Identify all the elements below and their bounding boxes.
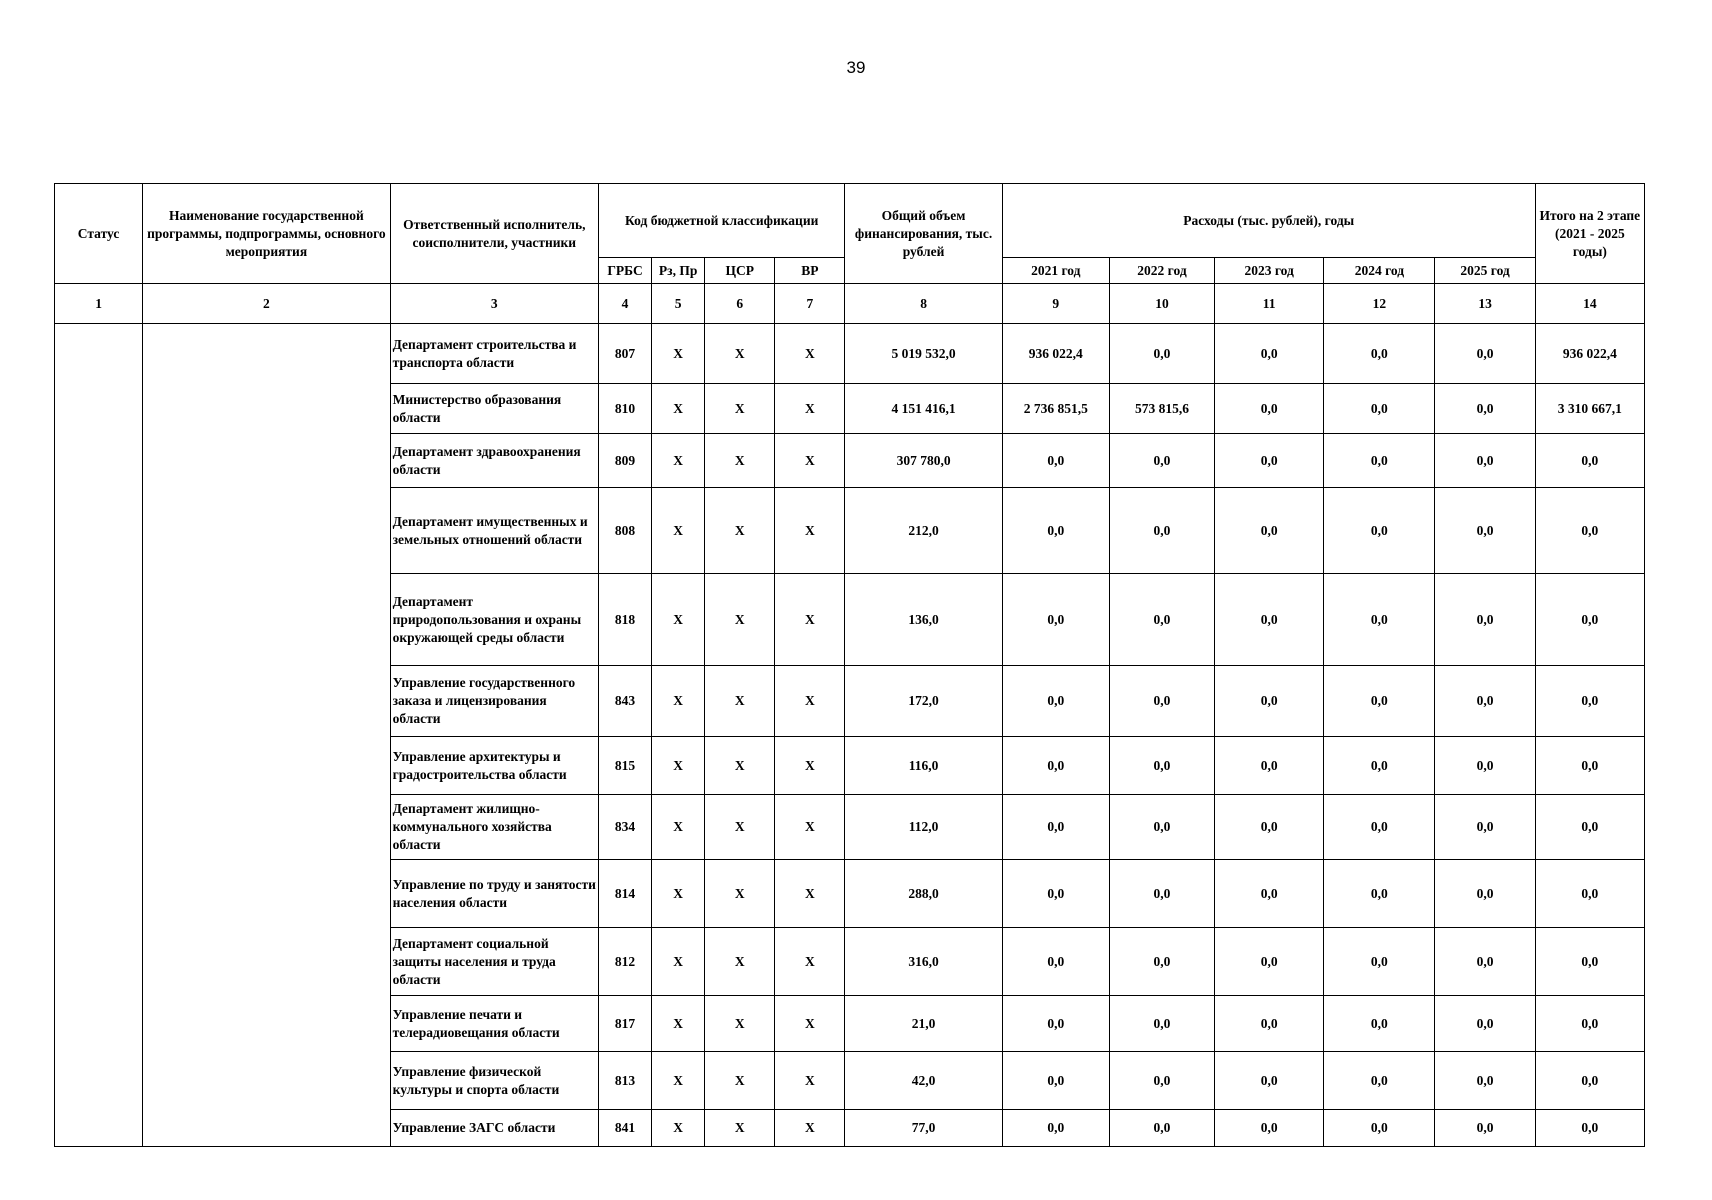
column-number: 12 <box>1324 284 1435 324</box>
page-number: 39 <box>846 58 866 77</box>
header-status: Статус <box>55 184 143 284</box>
column-number: 6 <box>705 284 775 324</box>
column-number: 9 <box>1002 284 1109 324</box>
y2022-cell: 0,0 <box>1109 795 1214 860</box>
y2023-cell: 0,0 <box>1215 574 1324 666</box>
executor-cell: Департамент природопользования и охраны окружающей среды области <box>390 574 598 666</box>
vr-cell: Х <box>775 574 845 666</box>
rzpr-cell: Х <box>652 928 705 996</box>
y2023-cell: 0,0 <box>1215 737 1324 795</box>
y2023-cell: 0,0 <box>1215 1052 1324 1110</box>
total-cell: 212,0 <box>845 488 1002 574</box>
y2023-cell: 0,0 <box>1215 666 1324 737</box>
y2025-cell: 0,0 <box>1435 1110 1535 1147</box>
y2024-cell: 0,0 <box>1324 1052 1435 1110</box>
rzpr-cell: Х <box>652 996 705 1052</box>
y2025-cell: 0,0 <box>1435 488 1535 574</box>
executor-cell: Управление ЗАГС области <box>390 1110 598 1147</box>
vr-cell: Х <box>775 737 845 795</box>
y2022-cell: 0,0 <box>1109 488 1214 574</box>
grbs-cell: 843 <box>598 666 651 737</box>
vr-cell: Х <box>775 996 845 1052</box>
executor-cell: Департамент социальной защиты населения и труда области <box>390 928 598 996</box>
csr-cell: Х <box>705 488 775 574</box>
header-code-group: Код бюджетной классификации <box>598 184 844 258</box>
y2024-cell: 0,0 <box>1324 795 1435 860</box>
y2021-cell: 0,0 <box>1002 737 1109 795</box>
rzpr-cell: Х <box>652 737 705 795</box>
y2025-cell: 0,0 <box>1435 324 1535 384</box>
grbs-cell: 810 <box>598 384 651 434</box>
y2022-cell: 0,0 <box>1109 1110 1214 1147</box>
rzpr-cell: Х <box>652 488 705 574</box>
y2025-cell: 0,0 <box>1435 795 1535 860</box>
csr-cell: Х <box>705 1052 775 1110</box>
column-number: 13 <box>1435 284 1535 324</box>
column-number: 11 <box>1215 284 1324 324</box>
y2025-cell: 0,0 <box>1435 666 1535 737</box>
total-cell: 136,0 <box>845 574 1002 666</box>
grbs-cell: 813 <box>598 1052 651 1110</box>
stage-total-cell: 0,0 <box>1535 860 1644 928</box>
executor-cell: Департамент жилищно-коммунального хозяйства области <box>390 795 598 860</box>
grbs-cell: 817 <box>598 996 651 1052</box>
y2025-cell: 0,0 <box>1435 737 1535 795</box>
rzpr-cell: Х <box>652 860 705 928</box>
y2021-cell: 0,0 <box>1002 574 1109 666</box>
grbs-cell: 814 <box>598 860 651 928</box>
csr-cell: Х <box>705 384 775 434</box>
budget-table <box>54 183 1645 1147</box>
csr-cell: Х <box>705 860 775 928</box>
rzpr-cell: Х <box>652 666 705 737</box>
stage-total-cell: 3 310 667,1 <box>1535 384 1644 434</box>
executor-cell: Департамент здравоохранения области <box>390 434 598 488</box>
table-body <box>55 324 1645 1147</box>
executor-cell: Управление государственного заказа и лицензирования области <box>390 666 598 737</box>
column-number-row <box>55 284 1645 324</box>
y2023-cell: 0,0 <box>1215 488 1324 574</box>
y2021-cell: 0,0 <box>1002 1052 1109 1110</box>
y2025-cell: 0,0 <box>1435 574 1535 666</box>
stage-total-cell: 0,0 <box>1535 666 1644 737</box>
y2023-cell: 0,0 <box>1215 384 1324 434</box>
stage-total-cell: 0,0 <box>1535 1110 1644 1147</box>
vr-cell: Х <box>775 860 845 928</box>
y2024-cell: 0,0 <box>1324 860 1435 928</box>
y2023-cell: 0,0 <box>1215 860 1324 928</box>
vr-cell: Х <box>775 1110 845 1147</box>
y2025-cell: 0,0 <box>1435 434 1535 488</box>
y2024-cell: 0,0 <box>1324 737 1435 795</box>
stage-total-cell: 0,0 <box>1535 434 1644 488</box>
y2022-cell: 0,0 <box>1109 324 1214 384</box>
y2024-cell: 0,0 <box>1324 384 1435 434</box>
y2021-cell: 0,0 <box>1002 434 1109 488</box>
csr-cell: Х <box>705 996 775 1052</box>
stage-total-cell: 0,0 <box>1535 795 1644 860</box>
grbs-cell: 841 <box>598 1110 651 1147</box>
table-row <box>55 324 1645 384</box>
stage-total-cell: 0,0 <box>1535 574 1644 666</box>
csr-cell: Х <box>705 795 775 860</box>
status-cell <box>55 324 143 1147</box>
y2021-cell: 0,0 <box>1002 928 1109 996</box>
header-stage-total: Итого на 2 этапе (2021 - 2025 годы) <box>1535 184 1644 284</box>
y2021-cell: 0,0 <box>1002 795 1109 860</box>
rzpr-cell: Х <box>652 324 705 384</box>
stage-total-cell: 0,0 <box>1535 928 1644 996</box>
y2023-cell: 0,0 <box>1215 434 1324 488</box>
rzpr-cell: Х <box>652 384 705 434</box>
y2025-cell: 0,0 <box>1435 928 1535 996</box>
y2021-cell: 0,0 <box>1002 996 1109 1052</box>
rzpr-cell: Х <box>652 795 705 860</box>
grbs-cell: 812 <box>598 928 651 996</box>
total-cell: 116,0 <box>845 737 1002 795</box>
column-number: 8 <box>845 284 1002 324</box>
total-cell: 112,0 <box>845 795 1002 860</box>
y2022-cell: 0,0 <box>1109 860 1214 928</box>
y2024-cell: 0,0 <box>1324 1110 1435 1147</box>
grbs-cell: 834 <box>598 795 651 860</box>
y2021-cell: 0,0 <box>1002 488 1109 574</box>
vr-cell: Х <box>775 324 845 384</box>
y2022-cell: 0,0 <box>1109 574 1214 666</box>
y2022-cell: 0,0 <box>1109 928 1214 996</box>
y2024-cell: 0,0 <box>1324 996 1435 1052</box>
y2025-cell: 0,0 <box>1435 996 1535 1052</box>
csr-cell: Х <box>705 434 775 488</box>
column-number: 14 <box>1535 284 1644 324</box>
vr-cell: Х <box>775 488 845 574</box>
total-cell: 288,0 <box>845 860 1002 928</box>
header-2022: 2022 год <box>1109 258 1214 284</box>
header-2025: 2025 год <box>1435 258 1535 284</box>
total-cell: 172,0 <box>845 666 1002 737</box>
executor-cell: Управление по труду и занятости населения области <box>390 860 598 928</box>
rzpr-cell: Х <box>652 1110 705 1147</box>
vr-cell: Х <box>775 666 845 737</box>
y2023-cell: 0,0 <box>1215 795 1324 860</box>
rzpr-cell: Х <box>652 574 705 666</box>
rzpr-cell: Х <box>652 1052 705 1110</box>
vr-cell: Х <box>775 795 845 860</box>
y2021-cell: 0,0 <box>1002 1110 1109 1147</box>
executor-cell: Управление архитектуры и градостроительства области <box>390 737 598 795</box>
y2023-cell: 0,0 <box>1215 928 1324 996</box>
y2021-cell: 936 022,4 <box>1002 324 1109 384</box>
vr-cell: Х <box>775 1052 845 1110</box>
csr-cell: Х <box>705 666 775 737</box>
y2023-cell: 0,0 <box>1215 996 1324 1052</box>
stage-total-cell: 936 022,4 <box>1535 324 1644 384</box>
total-cell: 77,0 <box>845 1110 1002 1147</box>
executor-cell: Министерство образования области <box>390 384 598 434</box>
column-number: 4 <box>598 284 651 324</box>
total-cell: 307 780,0 <box>845 434 1002 488</box>
header-vr: ВР <box>775 258 845 284</box>
executor-cell: Управление физической культуры и спорта области <box>390 1052 598 1110</box>
column-number: 3 <box>390 284 598 324</box>
stage-total-cell: 0,0 <box>1535 996 1644 1052</box>
column-number: 1 <box>55 284 143 324</box>
csr-cell: Х <box>705 1110 775 1147</box>
y2022-cell: 0,0 <box>1109 996 1214 1052</box>
csr-cell: Х <box>705 928 775 996</box>
vr-cell: Х <box>775 434 845 488</box>
csr-cell: Х <box>705 737 775 795</box>
header-row-1 <box>55 184 1645 258</box>
total-cell: 42,0 <box>845 1052 1002 1110</box>
grbs-cell: 807 <box>598 324 651 384</box>
y2021-cell: 2 736 851,5 <box>1002 384 1109 434</box>
y2021-cell: 0,0 <box>1002 860 1109 928</box>
stage-total-cell: 0,0 <box>1535 1052 1644 1110</box>
y2023-cell: 0,0 <box>1215 1110 1324 1147</box>
header-2023: 2023 год <box>1215 258 1324 284</box>
y2022-cell: 0,0 <box>1109 1052 1214 1110</box>
y2024-cell: 0,0 <box>1324 434 1435 488</box>
vr-cell: Х <box>775 384 845 434</box>
header-total-volume: Общий объем финансирования, тыс. рублей <box>845 184 1002 284</box>
executor-cell: Департамент имущественных и земельных отношений области <box>390 488 598 574</box>
grbs-cell: 809 <box>598 434 651 488</box>
y2024-cell: 0,0 <box>1324 666 1435 737</box>
column-number: 2 <box>143 284 390 324</box>
y2022-cell: 573 815,6 <box>1109 384 1214 434</box>
total-cell: 5 019 532,0 <box>845 324 1002 384</box>
y2021-cell: 0,0 <box>1002 666 1109 737</box>
column-number: 7 <box>775 284 845 324</box>
header-2024: 2024 год <box>1324 258 1435 284</box>
total-cell: 21,0 <box>845 996 1002 1052</box>
column-number: 10 <box>1109 284 1214 324</box>
header-rzpr: Рз, Пр <box>652 258 705 284</box>
csr-cell: Х <box>705 574 775 666</box>
grbs-cell: 808 <box>598 488 651 574</box>
executor-cell: Управление печати и телерадиовещания области <box>390 996 598 1052</box>
y2025-cell: 0,0 <box>1435 1052 1535 1110</box>
csr-cell: Х <box>705 324 775 384</box>
executor-cell: Департамент строительства и транспорта области <box>390 324 598 384</box>
header-executor: Ответственный исполнитель, соисполнители, участники <box>390 184 598 284</box>
vr-cell: Х <box>775 928 845 996</box>
y2022-cell: 0,0 <box>1109 737 1214 795</box>
y2025-cell: 0,0 <box>1435 860 1535 928</box>
total-cell: 4 151 416,1 <box>845 384 1002 434</box>
header-grbs: ГРБС <box>598 258 651 284</box>
y2024-cell: 0,0 <box>1324 488 1435 574</box>
rzpr-cell: Х <box>652 434 705 488</box>
total-cell: 316,0 <box>845 928 1002 996</box>
header-name: Наименование государственной программы, подпрограммы, основного мероприятия <box>143 184 390 284</box>
name-cell <box>143 324 390 1147</box>
y2024-cell: 0,0 <box>1324 928 1435 996</box>
y2024-cell: 0,0 <box>1324 324 1435 384</box>
column-number: 5 <box>652 284 705 324</box>
stage-total-cell: 0,0 <box>1535 737 1644 795</box>
y2022-cell: 0,0 <box>1109 666 1214 737</box>
header-2021: 2021 год <box>1002 258 1109 284</box>
y2023-cell: 0,0 <box>1215 324 1324 384</box>
header-expenses-group: Расходы (тыс. рублей), годы <box>1002 184 1535 258</box>
stage-total-cell: 0,0 <box>1535 488 1644 574</box>
y2022-cell: 0,0 <box>1109 434 1214 488</box>
header-csr: ЦСР <box>705 258 775 284</box>
grbs-cell: 818 <box>598 574 651 666</box>
y2024-cell: 0,0 <box>1324 574 1435 666</box>
grbs-cell: 815 <box>598 737 651 795</box>
y2025-cell: 0,0 <box>1435 384 1535 434</box>
